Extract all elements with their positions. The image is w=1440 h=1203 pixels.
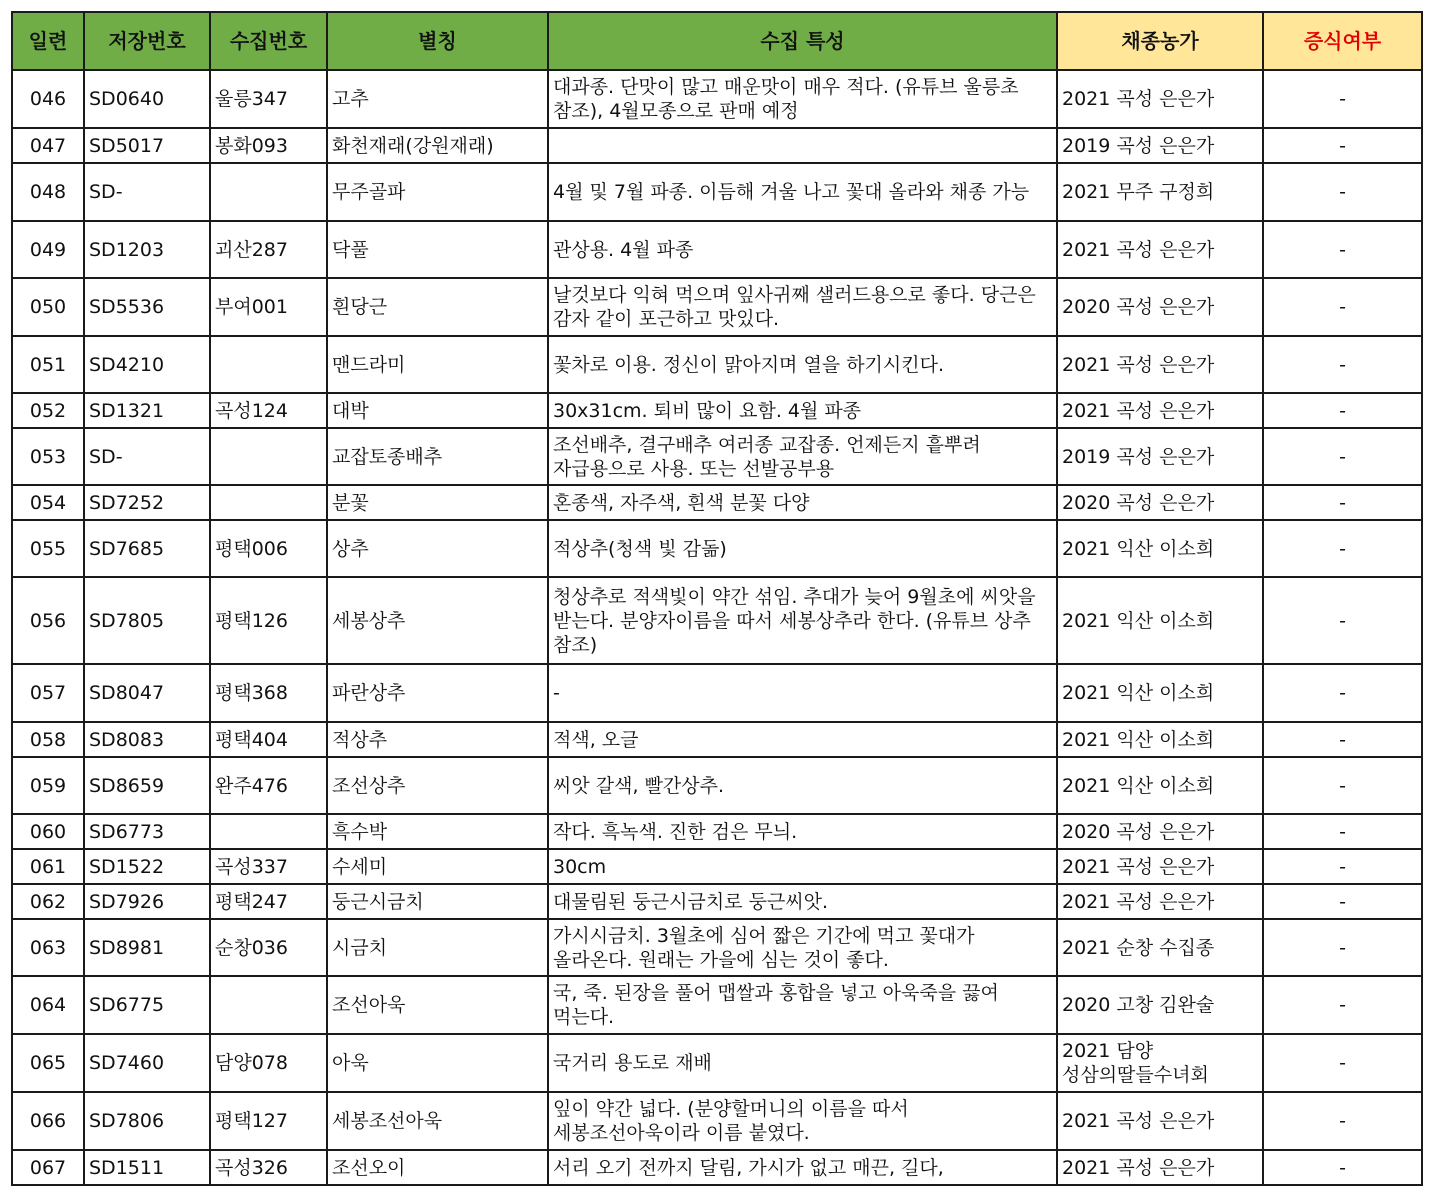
seed-collection-table (11, 11, 1423, 1186)
table-row (12, 428, 1422, 485)
cell-collection-number[interactable]: 괴산287 (210, 221, 327, 278)
table-row (12, 393, 1422, 428)
cell-alias[interactable]: 세봉조선아욱 (327, 1092, 548, 1150)
cell-alias[interactable]: 분꽃 (327, 485, 548, 520)
cell-collection-number[interactable]: 울릉347 (210, 70, 327, 128)
cell-collection-number[interactable]: 평택127 (210, 1092, 327, 1150)
cell-alias[interactable]: 파란상추 (327, 664, 548, 722)
cell-serial[interactable]: 053 (12, 428, 84, 485)
header-collection-traits[interactable]: 수집 특성 (548, 12, 1057, 70)
table-row (12, 520, 1422, 577)
cell-serial[interactable]: 052 (12, 393, 84, 428)
header-row (12, 12, 1422, 70)
cell-alias[interactable]: 세봉상추 (327, 577, 548, 664)
cell-storage-number[interactable]: SD1203 (84, 221, 210, 278)
cell-collection-number[interactable]: 평택126 (210, 577, 327, 664)
cell-multiplied[interactable]: - (1263, 1034, 1422, 1092)
cell-serial[interactable]: 059 (12, 757, 84, 814)
cell-seed-farm[interactable]: 2021 곡성 은은가 (1057, 849, 1263, 884)
cell-serial[interactable]: 046 (12, 70, 84, 128)
cell-storage-number[interactable]: SD7805 (84, 577, 210, 664)
cell-alias[interactable]: 아욱 (327, 1034, 548, 1092)
cell-collection-traits[interactable] (548, 128, 1057, 163)
table-row (12, 1092, 1422, 1150)
cell-seed-farm[interactable]: 2021 곡성 은은가 (1057, 70, 1263, 128)
cell-serial[interactable]: 051 (12, 336, 84, 393)
cell-storage-number[interactable]: SD7806 (84, 1092, 210, 1150)
table-row (12, 757, 1422, 814)
cell-collection-number[interactable] (210, 976, 327, 1034)
cell-collection-traits[interactable]: 국거리 용도로 재배 (548, 1034, 1057, 1092)
cell-collection-traits[interactable]: 30x31cm. 퇴비 많이 요함. 4월 파종 (548, 393, 1057, 428)
cell-collection-number[interactable]: 평택247 (210, 884, 327, 919)
table-row (12, 1034, 1422, 1092)
cell-alias[interactable]: 교잡토종배추 (327, 428, 548, 485)
header-collection-number[interactable]: 수집번호 (210, 12, 327, 70)
cell-storage-number[interactable]: SD7460 (84, 1034, 210, 1092)
cell-alias[interactable]: 적상추 (327, 722, 548, 757)
cell-collection-number[interactable] (210, 428, 327, 485)
table-row (12, 814, 1422, 849)
table-row (12, 664, 1422, 722)
cell-multiplied[interactable]: - (1263, 428, 1422, 485)
cell-serial[interactable]: 060 (12, 814, 84, 849)
cell-multiplied[interactable]: - (1263, 221, 1422, 278)
cell-seed-farm[interactable]: 2020 곡성 은은가 (1057, 485, 1263, 520)
table-row (12, 976, 1422, 1034)
cell-collection-number[interactable] (210, 163, 327, 221)
cell-collection-traits[interactable]: 관상용. 4월 파종 (548, 221, 1057, 278)
table-row (12, 1150, 1422, 1185)
cell-collection-number[interactable]: 부여001 (210, 278, 327, 336)
cell-collection-number[interactable] (210, 485, 327, 520)
cell-storage-number[interactable]: SD7252 (84, 485, 210, 520)
cell-alias[interactable]: 흰당근 (327, 278, 548, 336)
header-storage-number[interactable]: 저장번호 (84, 12, 210, 70)
cell-multiplied[interactable]: - (1263, 849, 1422, 884)
cell-alias[interactable]: 상추 (327, 520, 548, 577)
cell-seed-farm[interactable]: 2021 담양 성삼의딸들수녀회 (1057, 1034, 1263, 1092)
cell-alias[interactable]: 맨드라미 (327, 336, 548, 393)
cell-alias[interactable]: 무주골파 (327, 163, 548, 221)
cell-multiplied[interactable]: - (1263, 336, 1422, 393)
cell-seed-farm[interactable]: 2019 곡성 은은가 (1057, 128, 1263, 163)
table-row (12, 577, 1422, 664)
cell-seed-farm[interactable]: 2021 익산 이소희 (1057, 722, 1263, 757)
cell-collection-number[interactable]: 곡성326 (210, 1150, 327, 1185)
cell-storage-number[interactable]: SD8083 (84, 722, 210, 757)
cell-storage-number[interactable]: SD7926 (84, 884, 210, 919)
table-row (12, 884, 1422, 919)
cell-collection-traits[interactable]: 국, 죽. 된장을 풀어 맵쌀과 홍합을 넣고 아욱죽을 끓여 먹는다. (548, 976, 1057, 1034)
cell-storage-number[interactable]: SD6775 (84, 976, 210, 1034)
cell-alias[interactable]: 흑수박 (327, 814, 548, 849)
cell-storage-number[interactable]: SD1321 (84, 393, 210, 428)
cell-collection-traits[interactable]: 서리 오기 전까지 달림, 가시가 없고 매끈, 길다, (548, 1150, 1057, 1185)
cell-storage-number[interactable]: SD8047 (84, 664, 210, 722)
cell-seed-farm[interactable]: 2021 곡성 은은가 (1057, 221, 1263, 278)
cell-storage-number[interactable]: SD8659 (84, 757, 210, 814)
cell-multiplied[interactable]: - (1263, 70, 1422, 128)
cell-seed-farm[interactable]: 2021 익산 이소희 (1057, 664, 1263, 722)
cell-storage-number[interactable]: SD- (84, 428, 210, 485)
cell-serial[interactable]: 057 (12, 664, 84, 722)
cell-storage-number[interactable]: SD0640 (84, 70, 210, 128)
cell-serial[interactable]: 064 (12, 976, 84, 1034)
table-row (12, 221, 1422, 278)
table-row (12, 849, 1422, 884)
cell-multiplied[interactable]: - (1263, 1092, 1422, 1150)
cell-serial[interactable]: 047 (12, 128, 84, 163)
cell-seed-farm[interactable]: 2021 곡성 은은가 (1057, 884, 1263, 919)
cell-multiplied[interactable]: - (1263, 163, 1422, 221)
cell-collection-traits[interactable]: 대과종. 단맛이 많고 매운맛이 매우 적다. (유튜브 울릉초 참조), 4월모종으로 판매 예정 (548, 70, 1057, 128)
cell-alias[interactable]: 시금치 (327, 919, 548, 976)
cell-seed-farm[interactable]: 2021 익산 이소희 (1057, 520, 1263, 577)
cell-alias[interactable]: 조선아욱 (327, 976, 548, 1034)
cell-collection-number[interactable] (210, 336, 327, 393)
cell-alias[interactable]: 조선오이 (327, 1150, 548, 1185)
cell-serial[interactable]: 049 (12, 221, 84, 278)
cell-multiplied[interactable]: - (1263, 919, 1422, 976)
cell-serial[interactable]: 065 (12, 1034, 84, 1092)
cell-seed-farm[interactable]: 2021 익산 이소희 (1057, 757, 1263, 814)
cell-multiplied[interactable]: - (1263, 884, 1422, 919)
cell-storage-number[interactable]: SD- (84, 163, 210, 221)
cell-alias[interactable]: 고추 (327, 70, 548, 128)
cell-multiplied[interactable]: - (1263, 1150, 1422, 1185)
table-row (12, 722, 1422, 757)
cell-serial[interactable]: 054 (12, 485, 84, 520)
table-row (12, 278, 1422, 336)
cell-collection-traits[interactable]: 적색, 오글 (548, 722, 1057, 757)
cell-collection-traits[interactable]: 혼종색, 자주색, 흰색 분꽃 다양 (548, 485, 1057, 520)
cell-collection-number[interactable]: 곡성124 (210, 393, 327, 428)
cell-multiplied[interactable]: - (1263, 664, 1422, 722)
cell-collection-traits[interactable]: 30cm (548, 849, 1057, 884)
cell-collection-number[interactable]: 담양078 (210, 1034, 327, 1092)
cell-collection-traits[interactable]: 4월 및 7월 파종. 이듬해 겨울 나고 꽃대 올라와 채종 가능 (548, 163, 1057, 221)
table-row (12, 163, 1422, 221)
cell-storage-number[interactable]: SD1522 (84, 849, 210, 884)
cell-serial[interactable]: 061 (12, 849, 84, 884)
cell-multiplied[interactable]: - (1263, 520, 1422, 577)
cell-serial[interactable]: 056 (12, 577, 84, 664)
cell-serial[interactable]: 063 (12, 919, 84, 976)
cell-storage-number[interactable]: SD8981 (84, 919, 210, 976)
cell-collection-number[interactable] (210, 814, 327, 849)
cell-seed-farm[interactable]: 2021 곡성 은은가 (1057, 336, 1263, 393)
cell-collection-number[interactable]: 평택006 (210, 520, 327, 577)
cell-collection-traits[interactable]: - (548, 664, 1057, 722)
cell-serial[interactable]: 067 (12, 1150, 84, 1185)
cell-collection-number[interactable]: 완주476 (210, 757, 327, 814)
cell-collection-number[interactable]: 평택404 (210, 722, 327, 757)
cell-serial[interactable]: 050 (12, 278, 84, 336)
cell-storage-number[interactable]: SD5536 (84, 278, 210, 336)
cell-collection-traits[interactable]: 조선배추, 결구배추 여러종 교잡종. 언제든지 흩뿌려 자급용으로 사용. 또는 선발공부용 (548, 428, 1057, 485)
cell-seed-farm[interactable]: 2021 익산 이소희 (1057, 577, 1263, 664)
cell-storage-number[interactable]: SD1511 (84, 1150, 210, 1185)
header-alias[interactable]: 별칭 (327, 12, 548, 70)
table-row (12, 919, 1422, 976)
cell-storage-number[interactable]: SD7685 (84, 520, 210, 577)
cell-storage-number[interactable]: SD6773 (84, 814, 210, 849)
cell-seed-farm[interactable]: 2021 곡성 은은가 (1057, 1092, 1263, 1150)
cell-collection-traits[interactable]: 잎이 약간 넓다. (분양할머니의 이름을 따서 세봉조선아욱이라 이름 붙였다. (548, 1092, 1057, 1150)
table-row (12, 70, 1422, 128)
cell-alias[interactable]: 화천재래(강원재래) (327, 128, 548, 163)
table-row (12, 485, 1422, 520)
cell-seed-farm[interactable]: 2021 무주 구정희 (1057, 163, 1263, 221)
cell-alias[interactable]: 대박 (327, 393, 548, 428)
cell-multiplied[interactable]: - (1263, 278, 1422, 336)
cell-multiplied[interactable]: - (1263, 976, 1422, 1034)
cell-multiplied[interactable]: - (1263, 393, 1422, 428)
cell-seed-farm[interactable]: 2020 곡성 은은가 (1057, 814, 1263, 849)
cell-seed-farm[interactable]: 2021 곡성 은은가 (1057, 1150, 1263, 1185)
cell-alias[interactable]: 수세미 (327, 849, 548, 884)
cell-multiplied[interactable]: - (1263, 128, 1422, 163)
cell-collection-traits[interactable]: 작다. 흑녹색. 진한 검은 무늬. (548, 814, 1057, 849)
cell-storage-number[interactable]: SD5017 (84, 128, 210, 163)
cell-collection-traits[interactable]: 가시시금치. 3월초에 심어 짧은 기간에 먹고 꽃대가 올라온다. 원래는 가을에 심는 것이 좋다. (548, 919, 1057, 976)
cell-collection-traits[interactable]: 적상추(청색 빛 감돎) (548, 520, 1057, 577)
cell-multiplied[interactable]: - (1263, 722, 1422, 757)
cell-collection-number[interactable]: 봉화093 (210, 128, 327, 163)
cell-seed-farm[interactable]: 2020 곡성 은은가 (1057, 278, 1263, 336)
cell-multiplied[interactable]: - (1263, 577, 1422, 664)
cell-alias[interactable]: 조선상추 (327, 757, 548, 814)
cell-serial[interactable]: 048 (12, 163, 84, 221)
cell-serial[interactable]: 062 (12, 884, 84, 919)
cell-multiplied[interactable]: - (1263, 814, 1422, 849)
cell-seed-farm[interactable]: 2019 곡성 은은가 (1057, 428, 1263, 485)
cell-collection-traits[interactable]: 씨앗 갈색, 빨간상추. (548, 757, 1057, 814)
cell-seed-farm[interactable]: 2021 순창 수집종 (1057, 919, 1263, 976)
cell-collection-number[interactable]: 곡성337 (210, 849, 327, 884)
cell-collection-traits[interactable]: 대물림된 둥근시금치로 둥근씨앗. (548, 884, 1057, 919)
table-row (12, 336, 1422, 393)
cell-alias[interactable]: 둥근시금치 (327, 884, 548, 919)
header-serial[interactable]: 일련 (12, 12, 84, 70)
cell-collection-traits[interactable]: 꽃차로 이용. 정신이 맑아지며 열을 하기시킨다. (548, 336, 1057, 393)
header-seed-farm[interactable]: 채종농가 (1057, 12, 1263, 70)
cell-collection-traits[interactable]: 청상추로 적색빛이 약간 섞임. 추대가 늦어 9월초에 씨앗을 받는다. 분양자이름을 따서 세봉상추라 한다. (유튜브 상추 참조) (548, 577, 1057, 664)
cell-multiplied[interactable]: - (1263, 485, 1422, 520)
header-multiplied[interactable]: 증식여부 (1263, 12, 1422, 70)
cell-seed-farm[interactable]: 2021 곡성 은은가 (1057, 393, 1263, 428)
cell-collection-traits[interactable]: 날것보다 익혀 먹으며 잎사귀째 샐러드용으로 좋다. 당근은 감자 같이 포근하고 맛있다. (548, 278, 1057, 336)
table-row (12, 128, 1422, 163)
cell-serial[interactable]: 055 (12, 520, 84, 577)
cell-serial[interactable]: 058 (12, 722, 84, 757)
cell-collection-number[interactable]: 순창036 (210, 919, 327, 976)
cell-collection-number[interactable]: 평택368 (210, 664, 327, 722)
cell-alias[interactable]: 닥풀 (327, 221, 548, 278)
cell-storage-number[interactable]: SD4210 (84, 336, 210, 393)
cell-seed-farm[interactable]: 2020 고창 김완술 (1057, 976, 1263, 1034)
cell-serial[interactable]: 066 (12, 1092, 84, 1150)
cell-multiplied[interactable]: - (1263, 757, 1422, 814)
